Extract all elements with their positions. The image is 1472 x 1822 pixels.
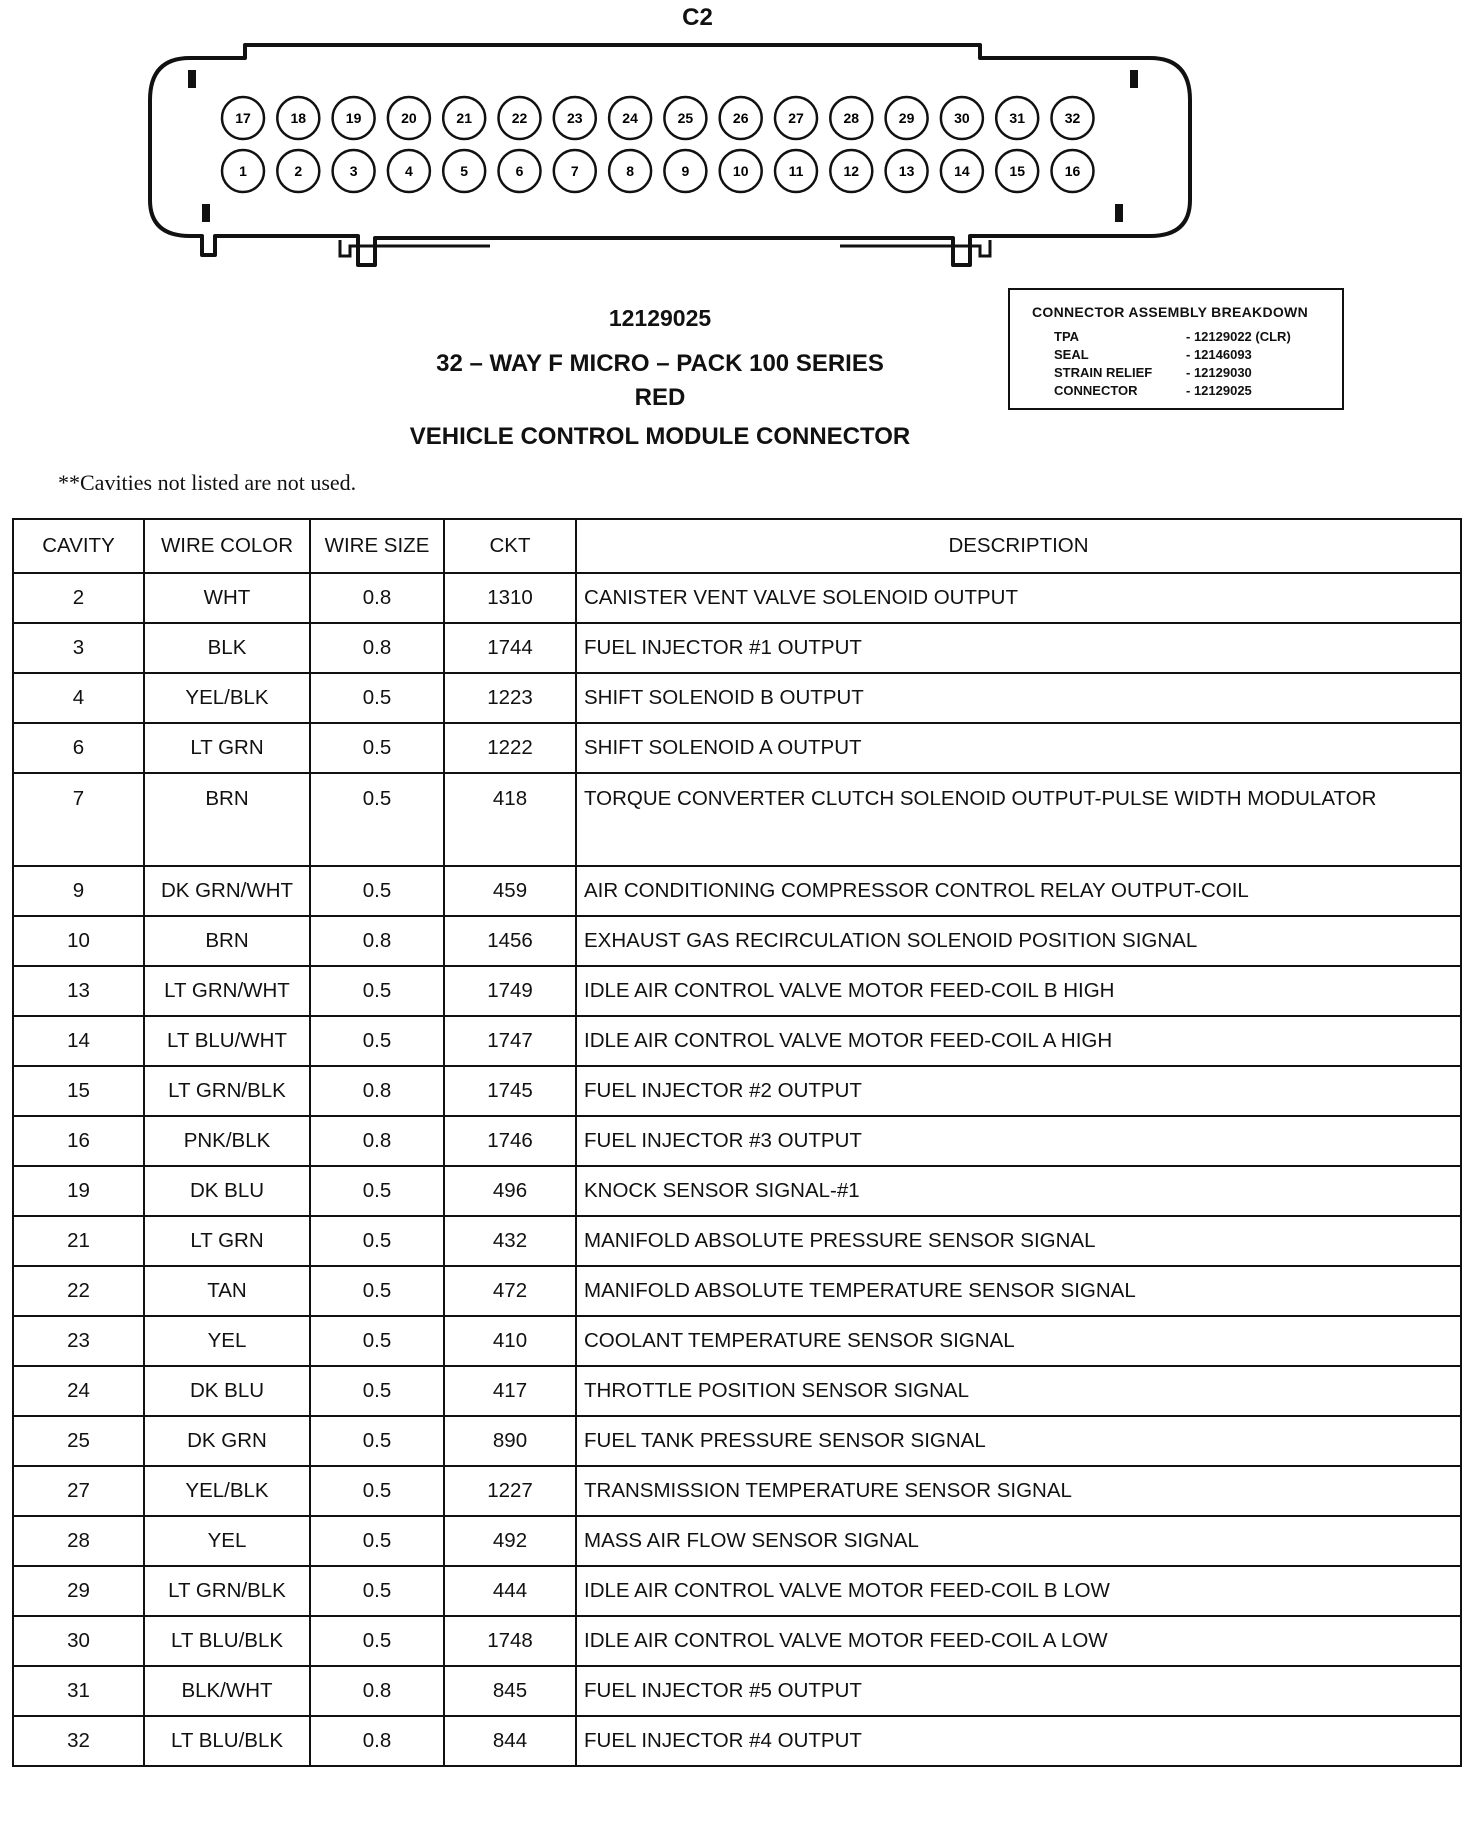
cell-wire-color: YEL (144, 1316, 310, 1366)
cell-ckt: 1748 (444, 1616, 576, 1666)
pin-number: 26 (732, 110, 749, 126)
cell-ckt: 844 (444, 1716, 576, 1766)
cell-wire-color: YEL (144, 1516, 310, 1566)
polarization-mark (1130, 70, 1138, 88)
cell-description: TORQUE CONVERTER CLUTCH SOLENOID OUTPUT-PULSE WIDTH MODULATOR (576, 773, 1461, 866)
cell-wire-size: 0.5 (310, 1516, 444, 1566)
cell-wire-color: LT BLU/BLK (144, 1716, 310, 1766)
cell-ckt: 417 (444, 1366, 576, 1416)
cell-cavity: 24 (13, 1366, 144, 1416)
polarization-mark (202, 204, 210, 222)
cell-wire-size: 0.8 (310, 573, 444, 623)
cell-wire-size: 0.8 (310, 1666, 444, 1716)
header-cavity: CAVITY (13, 519, 144, 573)
breakdown-label: CONNECTOR (1054, 383, 1138, 398)
connector-latch-slot (840, 240, 990, 256)
pin-number: 15 (1009, 163, 1025, 179)
cell-description: THROTTLE POSITION SENSOR SIGNAL (576, 1366, 1461, 1416)
cell-cavity: 30 (13, 1616, 144, 1666)
polarization-mark (188, 70, 196, 88)
table-row (13, 773, 1461, 866)
pin-number: 14 (954, 163, 970, 179)
cell-description: FUEL INJECTOR #1 OUTPUT (576, 623, 1461, 673)
breakdown-label: TPA (1054, 329, 1080, 344)
cell-cavity: 6 (13, 723, 144, 773)
cell-wire-size: 0.8 (310, 916, 444, 966)
cell-wire-size: 0.5 (310, 1016, 444, 1066)
header-description: DESCRIPTION (576, 519, 1461, 573)
pin-number: 13 (898, 163, 915, 179)
pin-number: 19 (345, 110, 362, 126)
pin-number: 18 (290, 110, 307, 126)
header-wire-size: WIRE SIZE (310, 519, 444, 573)
pin-number: 9 (681, 163, 690, 179)
cell-ckt: 845 (444, 1666, 576, 1716)
pin-number: 29 (898, 110, 915, 126)
connector-diagram (140, 40, 1200, 280)
cell-description: FUEL INJECTOR #2 OUTPUT (576, 1066, 1461, 1116)
cell-wire-color: YEL/BLK (144, 673, 310, 723)
cell-description: SHIFT SOLENOID A OUTPUT (576, 723, 1461, 773)
cell-wire-color: LT GRN/BLK (144, 1066, 310, 1116)
pin-number: 10 (732, 163, 749, 179)
pin-number: 12 (843, 163, 860, 179)
cell-wire-size: 0.5 (310, 1416, 444, 1466)
cell-wire-color: TAN (144, 1266, 310, 1316)
cell-wire-size: 0.5 (310, 673, 444, 723)
cell-cavity: 7 (13, 773, 144, 866)
bottom-pin-row (222, 150, 1094, 192)
table-row (13, 1616, 1461, 1666)
pin-number: 8 (626, 163, 634, 179)
cell-cavity: 27 (13, 1466, 144, 1516)
pin-number: 32 (1064, 110, 1081, 126)
cell-ckt: 1227 (444, 1466, 576, 1516)
pin-number: 11 (788, 163, 804, 179)
cell-ckt: 1747 (444, 1016, 576, 1066)
cell-cavity: 13 (13, 966, 144, 1016)
cell-cavity: 28 (13, 1516, 144, 1566)
breakdown-title: CONNECTOR ASSEMBLY BREAKDOWN (1032, 304, 1308, 320)
table-row (13, 1166, 1461, 1216)
pin-number: 24 (622, 110, 638, 126)
cell-ckt: 410 (444, 1316, 576, 1366)
breakdown-value: - 12129030 (1186, 365, 1252, 380)
cell-cavity: 14 (13, 1016, 144, 1066)
cell-description: MANIFOLD ABSOLUTE TEMPERATURE SENSOR SIGNAL (576, 1266, 1461, 1316)
pin-number: 21 (456, 110, 472, 126)
cell-description: SHIFT SOLENOID B OUTPUT (576, 673, 1461, 723)
cell-wire-color: BRN (144, 773, 310, 866)
cell-wire-color: BRN (144, 916, 310, 966)
cell-cavity: 29 (13, 1566, 144, 1616)
cell-wire-color: PNK/BLK (144, 1116, 310, 1166)
pin-number: 25 (677, 110, 694, 126)
pin-number: 5 (460, 163, 469, 179)
pin-number: 3 (349, 163, 358, 179)
cell-wire-color: BLK (144, 623, 310, 673)
cell-description: TRANSMISSION TEMPERATURE SENSOR SIGNAL (576, 1466, 1461, 1516)
part-number: 12129025 (608, 305, 712, 331)
pin-number: 22 (511, 110, 528, 126)
table-row (13, 1016, 1461, 1066)
connector-label: C2 (682, 4, 713, 31)
pin-number: 23 (567, 110, 583, 126)
cell-ckt: 1744 (444, 623, 576, 673)
cell-description: CANISTER VENT VALVE SOLENOID OUTPUT (576, 573, 1461, 623)
table-row (13, 1216, 1461, 1266)
cell-description: EXHAUST GAS RECIRCULATION SOLENOID POSITION SIGNAL (576, 916, 1461, 966)
table-row (13, 723, 1461, 773)
cell-cavity: 3 (13, 623, 144, 673)
table-row (13, 1116, 1461, 1166)
cell-ckt: 1456 (444, 916, 576, 966)
pin-number: 28 (843, 110, 860, 126)
pin-number: 2 (294, 163, 303, 179)
cell-wire-size: 0.5 (310, 1466, 444, 1516)
connector-color: RED (634, 384, 686, 411)
cell-wire-size: 0.5 (310, 1216, 444, 1266)
cell-wire-size: 0.5 (310, 966, 444, 1016)
cell-wire-size: 0.5 (310, 866, 444, 916)
header-wire-color: WIRE COLOR (144, 519, 310, 573)
cell-ckt: 890 (444, 1416, 576, 1466)
cell-wire-size: 0.5 (310, 1316, 444, 1366)
pinout-table (12, 518, 1462, 1767)
cell-wire-size: 0.8 (310, 1116, 444, 1166)
cell-ckt: 1222 (444, 723, 576, 773)
pin-number: 6 (515, 163, 524, 179)
pin-number: 31 (1009, 110, 1025, 126)
breakdown-label: SEAL (1054, 347, 1089, 362)
cell-cavity: 31 (13, 1666, 144, 1716)
pin-number: 17 (235, 110, 251, 126)
cell-ckt: 1310 (444, 573, 576, 623)
breakdown-label: STRAIN RELIEF (1054, 365, 1153, 380)
cell-description: FUEL INJECTOR #4 OUTPUT (576, 1716, 1461, 1766)
cell-ckt: 1749 (444, 966, 576, 1016)
table-row (13, 1366, 1461, 1416)
cell-cavity: 9 (13, 866, 144, 916)
cell-cavity: 22 (13, 1266, 144, 1316)
cell-description: IDLE AIR CONTROL VALVE MOTOR FEED-COIL B HIGH (576, 966, 1461, 1016)
table-row (13, 623, 1461, 673)
assembly-breakdown-box (1008, 288, 1344, 410)
table-row (13, 573, 1461, 623)
table-row (13, 1266, 1461, 1316)
cell-wire-size: 0.5 (310, 1366, 444, 1416)
top-pin-row (222, 97, 1094, 139)
table-row (13, 866, 1461, 916)
connector-name: VEHICLE CONTROL MODULE CONNECTOR (409, 423, 911, 450)
cell-ckt: 472 (444, 1266, 576, 1316)
cell-description: MANIFOLD ABSOLUTE PRESSURE SENSOR SIGNAL (576, 1216, 1461, 1266)
connector-latch-slot (340, 240, 490, 256)
cell-wire-size: 0.8 (310, 623, 444, 673)
table-row (13, 916, 1461, 966)
cell-ckt: 1746 (444, 1116, 576, 1166)
cell-description: FUEL TANK PRESSURE SENSOR SIGNAL (576, 1416, 1461, 1466)
cell-ckt: 432 (444, 1216, 576, 1266)
table-header-row (13, 519, 1461, 573)
cell-wire-size: 0.8 (310, 1716, 444, 1766)
table-row (13, 1316, 1461, 1366)
pin-number: 1 (239, 163, 247, 179)
cell-wire-size: 0.5 (310, 773, 444, 866)
pin-number: 4 (405, 163, 413, 179)
cell-cavity: 16 (13, 1116, 144, 1166)
cell-wire-size: 0.5 (310, 723, 444, 773)
table-row (13, 1466, 1461, 1516)
cell-cavity: 10 (13, 916, 144, 966)
cell-wire-color: DK GRN (144, 1416, 310, 1466)
cell-wire-color: LT GRN (144, 1216, 310, 1266)
cell-wire-size: 0.5 (310, 1166, 444, 1216)
table-row (13, 1516, 1461, 1566)
cell-cavity: 21 (13, 1216, 144, 1266)
cell-ckt: 492 (444, 1516, 576, 1566)
table-row (13, 673, 1461, 723)
cell-wire-color: LT BLU/WHT (144, 1016, 310, 1066)
breakdown-value: - 12129025 (1186, 383, 1252, 398)
unused-cavities-note: **Cavities not listed are not used. (58, 470, 357, 495)
cell-wire-color: LT GRN/BLK (144, 1566, 310, 1616)
table-row (13, 1416, 1461, 1466)
breakdown-value: - 12129022 (CLR) (1186, 329, 1291, 344)
cell-cavity: 25 (13, 1416, 144, 1466)
breakdown-value: - 12146093 (1186, 347, 1252, 362)
cell-description: MASS AIR FLOW SENSOR SIGNAL (576, 1516, 1461, 1566)
cell-wire-color: YEL/BLK (144, 1466, 310, 1516)
polarization-mark (1115, 204, 1123, 222)
cell-cavity: 23 (13, 1316, 144, 1366)
cell-description: FUEL INJECTOR #5 OUTPUT (576, 1666, 1461, 1716)
pin-number: 7 (570, 163, 579, 179)
cell-description: AIR CONDITIONING COMPRESSOR CONTROL RELAY OUTPUT-COIL (576, 866, 1461, 916)
cell-wire-color: LT BLU/BLK (144, 1616, 310, 1666)
table-row (13, 1666, 1461, 1716)
cell-cavity: 19 (13, 1166, 144, 1216)
cell-ckt: 1223 (444, 673, 576, 723)
cell-description: COOLANT TEMPERATURE SENSOR SIGNAL (576, 1316, 1461, 1366)
cell-ckt: 459 (444, 866, 576, 916)
cell-wire-color: LT GRN (144, 723, 310, 773)
pin-number: 16 (1064, 163, 1081, 179)
cell-wire-color: DK BLU (144, 1366, 310, 1416)
table-row (13, 1716, 1461, 1766)
cell-wire-color: BLK/WHT (144, 1666, 310, 1716)
pin-number: 27 (788, 110, 804, 126)
table-row (13, 1566, 1461, 1616)
cell-wire-size: 0.8 (310, 1066, 444, 1116)
connector-series: 32 – WAY F MICRO – PACK 100 SERIES (436, 350, 884, 377)
pin-number: 30 (954, 110, 970, 126)
cell-wire-color: WHT (144, 573, 310, 623)
cell-wire-size: 0.5 (310, 1616, 444, 1666)
cell-wire-color: LT GRN/WHT (144, 966, 310, 1016)
header-ckt: CKT (444, 519, 576, 573)
cell-ckt: 444 (444, 1566, 576, 1616)
cell-description: IDLE AIR CONTROL VALVE MOTOR FEED-COIL A HIGH (576, 1016, 1461, 1066)
cell-ckt: 1745 (444, 1066, 576, 1116)
cell-wire-size: 0.5 (310, 1566, 444, 1616)
cell-wire-size: 0.5 (310, 1266, 444, 1316)
cell-wire-color: DK BLU (144, 1166, 310, 1216)
cell-description: IDLE AIR CONTROL VALVE MOTOR FEED-COIL B LOW (576, 1566, 1461, 1616)
cell-ckt: 496 (444, 1166, 576, 1216)
cell-wire-color: DK GRN/WHT (144, 866, 310, 916)
cell-cavity: 32 (13, 1716, 144, 1766)
cell-cavity: 2 (13, 573, 144, 623)
cell-ckt: 418 (444, 773, 576, 866)
table-row (13, 1066, 1461, 1116)
pin-number: 20 (401, 110, 417, 126)
cell-description: KNOCK SENSOR SIGNAL-#1 (576, 1166, 1461, 1216)
cell-description: FUEL INJECTOR #3 OUTPUT (576, 1116, 1461, 1166)
cell-cavity: 15 (13, 1066, 144, 1116)
cell-cavity: 4 (13, 673, 144, 723)
cell-description: IDLE AIR CONTROL VALVE MOTOR FEED-COIL A LOW (576, 1616, 1461, 1666)
table-row (13, 966, 1461, 1016)
